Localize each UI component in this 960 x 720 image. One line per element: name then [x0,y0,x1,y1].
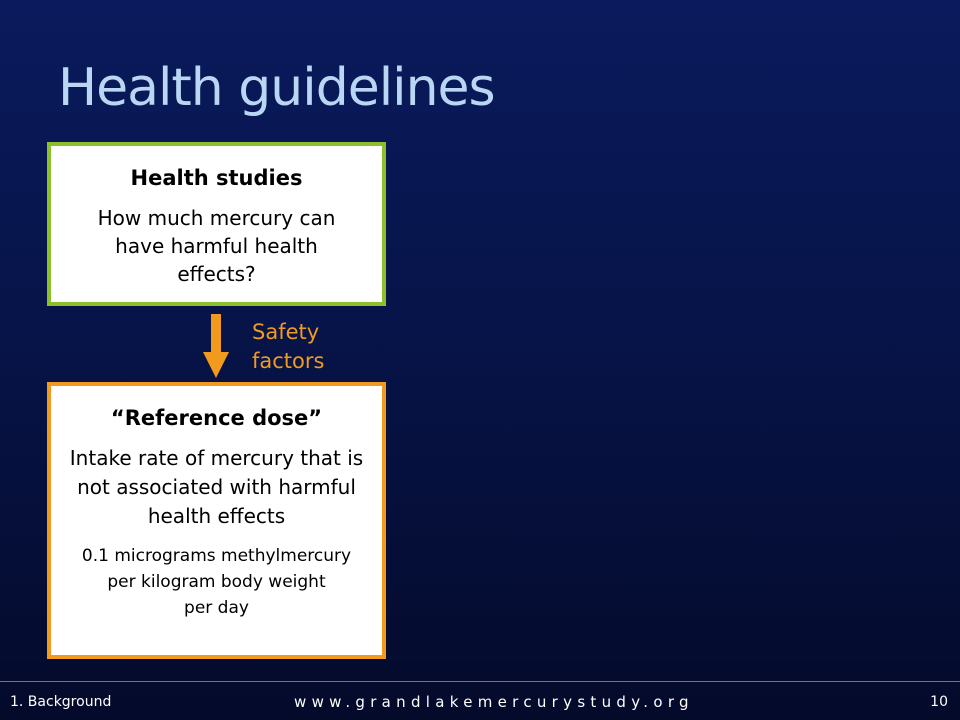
down-arrow-icon [203,314,229,378]
footer-divider [0,681,960,682]
reference-dose-detail-line2: per kilogram body weight [107,572,326,592]
health-studies-box [47,142,386,306]
safety-factors-line2: factors [252,349,325,373]
health-studies-text: How much mercury can have harmful health effects? [97,206,336,286]
safety-factors-label [252,318,324,376]
reference-dose-text: Intake rate of mercury that is not associated with harmful health effects [69,446,364,528]
reference-dose-heading: “Reference dose” [110,406,323,430]
health-studies-heading: Health studies [130,166,303,190]
slide-title: Health guidelines [58,58,495,118]
page-number: 10 [930,694,948,710]
reference-dose-detail-line3: per day [184,598,249,618]
footer-website: www.grandlakemercurystudy.org [294,693,694,711]
reference-dose-detail [51,543,382,621]
reference-dose-box [47,382,386,659]
reference-dose-detail-line1: 0.1 micrograms methylmercury [81,546,352,566]
footer-section: 1. Background [10,694,112,710]
safety-factors-line1: Safety [252,320,320,344]
